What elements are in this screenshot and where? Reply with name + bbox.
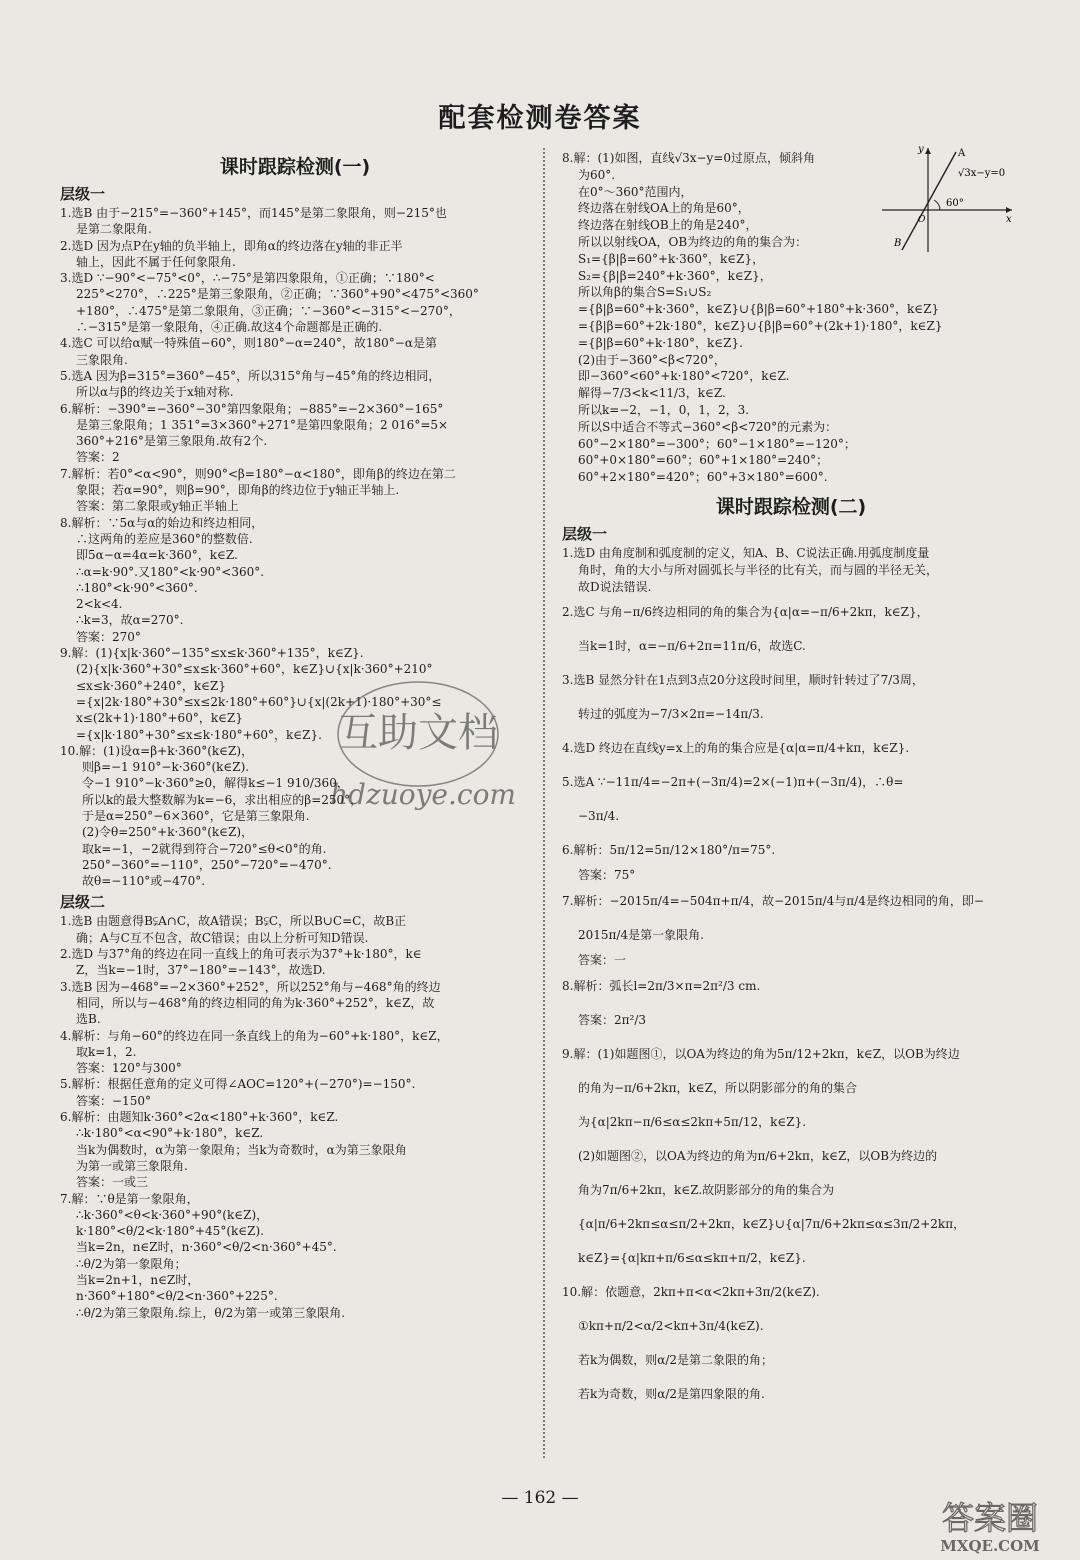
section-title-2: 课时跟踪检测(二)	[715, 495, 867, 518]
answer-line: 8.解析：弧长l=2π/3×π=2π²/3 cm.	[562, 978, 761, 993]
answer-line: 答案：一	[578, 953, 627, 968]
answer-line: Z，当k=−1时，37°−180°=−143°，故选D.	[76, 963, 326, 978]
answer-line: 所以α与β的终边关于x轴对称.	[76, 385, 234, 400]
answer-line: ={x|2k·180°+30°≤x≤2k·180°+60°}∪{x|(2k+1)·180°+30°≤	[76, 694, 442, 709]
answer-line: 当k=2n+1，n∈Z时，	[76, 1273, 200, 1287]
answer-block-level2	[60, 913, 530, 1320]
answer-line: 轴上，因此不属于任何象限角.	[76, 254, 236, 269]
watermark-logo	[910, 1495, 1070, 1555]
answer-line: S₂={β|β=240°+k·360°，k∈Z}，	[578, 268, 772, 283]
answer-line: 终边落在射线OB上的角是240°，	[578, 218, 758, 233]
answer-line: 为第一或第三象限角.	[76, 1158, 188, 1173]
answer-line: 所以S中适合不等式−360°<β<720°的元素为：	[578, 419, 838, 434]
point-b-label: B	[894, 238, 902, 249]
answer-line: 4.选C 可以给α赋一特殊值−60°，则180°−α=240°，故180°−α是第	[60, 336, 437, 351]
answer-line: ≤x≤k·360°+240°，k∈Z}	[76, 678, 226, 693]
right-column	[562, 150, 1020, 1411]
answer-line: 答案：270°	[76, 629, 141, 644]
answer-line: n·360°+180°<θ/2<n·360°+225°.	[76, 1289, 278, 1304]
answer-line: 答案：−150°	[76, 1093, 151, 1108]
answer-line: 60°+0×180°=60°；60°+1×180°=240°；	[578, 453, 829, 468]
answer-line: ={β|β=60°+2k·180°，k∈Z}∪{β|β=60°+(2k+1)·180°，k∈Z}	[578, 318, 943, 333]
answer-line: 250°−360°=−110°，250°−720°=−470°.	[82, 857, 332, 872]
answer-line: 角时，角的大小与所对圆弧长与半径的比有关，而与圆的半径无关，	[578, 562, 939, 577]
answer-line: 解得−7/3<k<11/3，k∈Z.	[578, 386, 726, 401]
answer-line: 是第三象限角；1 351°=3×360°+271°是第四象限角；2 016°=5×	[76, 417, 449, 432]
answer-line: 5.选A ∵−11π/4=−2π+(−3π/4)=2×(−1)π+(−3π/4)，∴θ=	[562, 775, 904, 790]
level-heading: 层级一	[562, 524, 608, 543]
answer-line: ∴−315°是第一象限角，④正确.故这4个命题都是正确的.	[76, 320, 383, 335]
answer-line: (2)由于−360°<β<720°，	[578, 352, 726, 367]
answer-line: 1.选B 由题意得B⫋A∩C，故A错误；B⫋C，所以B∪C=C，故B正	[60, 914, 407, 929]
answer-line: 答案：2π²/3	[578, 1012, 647, 1027]
answer-line: ={β|β=60°+k·180°，k∈Z}.	[578, 335, 743, 350]
answer-line: 故θ=−110°或−470°.	[82, 874, 206, 889]
answer-line: 转过的弧度为−7/3×2π=−14π/3.	[578, 707, 764, 722]
answer-line: 故D说法错误.	[578, 579, 652, 594]
answer-line: 是第二象限角.	[76, 222, 152, 237]
answer-line: −3π/4.	[578, 809, 620, 824]
answer-line: 7.解析：−2015π/4=−504π+π/4，故−2015π/4与π/4是终边相同的角，即−	[562, 894, 984, 909]
answer-line: 取k=1，2.	[76, 1044, 137, 1059]
answer-line: ={β|β=60°+k·360°，k∈Z}∪{β|β=60°+180°+k·360°，k∈Z}	[578, 302, 940, 317]
page-number: — 162 —	[501, 1488, 579, 1508]
angle-label: 60°	[946, 198, 964, 209]
answer-line: 终边落在射线OA上的角是60°，	[578, 201, 750, 216]
answer-line: 在0°～360°范围内，	[578, 184, 693, 199]
answer-line: 取k=−1，−2就得到符合−720°≤θ<0°的角.	[82, 841, 327, 856]
answer-line: S₁={β|β=60°+k·360°，k∈Z}，	[578, 251, 765, 266]
answer-line: k·180°<θ/2<k·180°+45°(k∈Z).	[76, 1224, 264, 1239]
answer-line: 2<k<4.	[76, 597, 123, 612]
answer-line: 4.解析：与角−60°的终边在同一条直线上的角为−60°+k·180°，k∈Z，	[60, 1028, 449, 1043]
answer-line: 令−1 910°−k·360°≥0，解得k≤−1 910/360，	[82, 776, 349, 791]
answer-line: 1.选D 由角度制和弧度制的定义，知A、B、C说法正确.用弧度制度量	[562, 545, 930, 560]
answer-line: ∴这两角的差应是360°的整数倍.	[76, 531, 253, 546]
answer-line: 当k为偶数时，α为第一象限角；当k为奇数时，α为第三象限角	[76, 1142, 407, 1157]
answer-line: 5.选A 因为β=315°=360°−45°，所以315°角与−45°角的终边相同，	[60, 368, 441, 383]
logo-text: 答案圈	[941, 1499, 1039, 1537]
answer-line: 确；A与C互不包含，故C错误；由以上分析可知D错误.	[76, 930, 369, 945]
x-label: x	[1006, 214, 1012, 225]
answer-block-level1-2	[562, 545, 1020, 1411]
answer-line: ①kπ+π/2<α/2<kπ+3π/4(k∈Z).	[578, 1318, 764, 1333]
answer-line: 2015π/4是第一象限角.	[578, 928, 704, 943]
answer-line: 即−360°<60°+k·180°<720°，k∈Z.	[578, 369, 790, 384]
answer-line: (2){x|k·360°+30°≤x≤k·360°+60°，k∈Z}∪{x|k·360°+210°	[76, 662, 433, 677]
answer-line: (2)令θ=250°+k·360°(k∈Z)，	[82, 825, 254, 840]
answer-line: 答案：一或三	[76, 1175, 149, 1190]
answer-line: 为{α|2kπ−π/6≤α≤2kπ+5π/12，k∈Z}.	[578, 1114, 807, 1129]
answer-line: 225°<270°，∴225°是第三象限角，②正确；∵360°+90°<475°<360°	[76, 287, 479, 302]
answer-line: {α|π/6+2kπ≤α≤π/2+2kπ，k∈Z}∪{α|7π/6+2kπ≤α≤3π/2+2kπ，	[578, 1216, 966, 1231]
level-heading: 层级二	[60, 893, 106, 912]
answer-line: 60°+2×180°=420°；60°+3×180°=600°.	[578, 470, 828, 485]
answer-line: 当k=1时，α=−π/6+2π=11π/6，故选C.	[578, 639, 806, 654]
angle-arc	[934, 200, 940, 210]
page-title: 配套检测卷答案	[438, 103, 642, 134]
answer-line: ∴α=k·90°.又180°<k·90°<360°.	[76, 564, 265, 579]
answer-line: 即5α−α=4α=k·360°，k∈Z.	[76, 548, 238, 563]
point-a-label: A	[958, 148, 966, 159]
answer-line: 则β=−1 910°−k·360°(k∈Z).	[82, 760, 250, 775]
answer-line: 所以k的最大整数解为k=−6，求出相应的β=250°，	[82, 792, 363, 807]
answer-line: ∴k·360°<θ<k·360°+90°(k∈Z)，	[76, 1207, 269, 1222]
answer-line: 角为7π/6+2kπ，k∈Z.故阴影部分的角的集合为	[578, 1182, 835, 1197]
x-axis-arrow	[1006, 207, 1012, 213]
answer-line: +180°，∴475°是第二象限角，③正确；∵−360°<−315°<−270°，	[76, 303, 461, 318]
answer-line: 若k为奇数，则α/2是第四象限的角.	[578, 1386, 765, 1401]
answer-line: 6.解析：由题知k·360°<2α<180°+k·360°，k∈Z.	[60, 1110, 339, 1125]
answer-line: 3.选D ∵−90°<−75°<0°，∴−75°是第四象限角，①正确；∵180°<	[60, 271, 435, 286]
answer-line: 答案：120°与300°	[76, 1061, 182, 1076]
answer-line: 于是α=250°−6×360°，它是第三象限角.	[82, 808, 310, 823]
answer-line: 8.解析：∵5α与α的始边和终边相同，	[60, 515, 264, 530]
answer-line: 所以k=−2，−1，0，1，2，3.	[578, 402, 750, 417]
answer-line: ={x|k·180°+30°≤x≤k·180°+60°，k∈Z}.	[76, 727, 322, 742]
answer-line: 9.解：(1)如题图①，以OA为终边的角为5π/12+2kπ，k∈Z，以OB为终边	[562, 1046, 960, 1061]
watermark-stamp	[288, 672, 548, 822]
y-axis-arrow	[925, 148, 931, 154]
stamp-url: hdzuoye.com	[330, 778, 516, 811]
answer-line: 2.选C 与角−π/6终边相同的角的集合为{α|α=−π/6+2kπ，k∈Z}，	[562, 605, 929, 620]
answer-line: x≤(2k+1)·180°+60°，k∈Z}	[76, 711, 243, 726]
origin-label: O	[918, 215, 926, 225]
answer-line: 10.解：(1)设α=β+k·360°(k∈Z)，	[60, 743, 254, 758]
answer-line: 所以角β的集合S=S₁∪S₂	[578, 285, 712, 300]
answer-line: 8.解：(1)如图，直线√3x−y=0过原点，倾斜角	[562, 151, 816, 165]
answer-line: 选B.	[76, 1012, 101, 1027]
answer-line: 答案：75°	[578, 868, 636, 883]
answer-line: 9.解：(1){x|k·360°−135°≤x≤k·360°+135°，k∈Z}.	[60, 646, 364, 661]
answer-line: 当k=2n，n∈Z时，n·360°<θ/2<n·360°+45°.	[76, 1240, 337, 1255]
section-title-1: 课时跟踪检测(一)	[219, 156, 371, 178]
answer-line: 2.选D 与37°角的终边在同一直线上的角可表示为37°+k·180°，k∈	[60, 947, 422, 962]
line-equation-label: √3x−y=0	[958, 168, 1006, 179]
answer-line: 3.选B 因为−468°=−2×360°+252°，所以252°角与−468°角的终边	[60, 979, 441, 994]
answer-line: 7.解：∵θ是第一象限角，	[60, 1191, 199, 1206]
answer-line: 象限；若α=90°，则β=90°，即角β的终边位于y轴正半轴上.	[76, 483, 400, 498]
answer-line: 6.解析：−390°=−360°−30°第四象限角；−885°=−2×360°−165°	[60, 401, 444, 416]
answer-line: ∴180°<k·90°<360°.	[76, 580, 198, 595]
answer-line: k∈Z}={α|kπ+π/6≤α≤kπ+π/2，k∈Z}.	[578, 1250, 806, 1265]
level-heading: 层级一	[60, 185, 106, 203]
answer-line: 的角为−π/6+2kπ，k∈Z，所以阴影部分的角的集合	[578, 1080, 857, 1095]
answer-line: 若k为偶数，则α/2是第二象限的角；	[578, 1352, 774, 1367]
answer-line: 答案：2	[76, 450, 120, 465]
y-label: y	[918, 144, 924, 155]
answer-line: 60°−2×180°=−300°；60°−1×180°=−120°；	[578, 436, 856, 451]
answer-line: 7.解析：若0°<α<90°，则90°<β=180°−α<180°，即角β的终边在第二	[60, 466, 456, 481]
answer-line: 5.解析：根据任意角的定义可得∠AOC=120°+(−270°)=−150°.	[60, 1077, 416, 1092]
answer-line: (2)如题图②，以OA为终边的角为π/6+2kπ，k∈Z，以OB为终边的	[578, 1148, 938, 1163]
answer-line: 三象限角.	[76, 352, 128, 367]
answer-line: 360°+216°是第三象限角.故有2个.	[76, 434, 268, 449]
answer-line: 2.选D 因为点P在y轴的负半轴上，即角α的终边落在y轴的非正半	[60, 238, 403, 253]
answer-line: 相同，所以与−468°角的终边相同的角为k·360°+252°，k∈Z，故	[76, 995, 435, 1010]
answer-line: 3.选B 显然分针在1点到3点20分这段时间里，顺时针转过了7/3周，	[562, 673, 924, 688]
answer-line: 答案：第二象限或y轴正半轴上	[76, 499, 239, 514]
answer-line: 为60°.	[578, 167, 616, 182]
answer-line: ∴k=3，故α=270°.	[76, 613, 184, 628]
stamp-text: 互助文档	[338, 710, 498, 756]
answer-line: 4.选D 终边在直线y=x上的角的集合应是{α|α=π/4+kπ，k∈Z}.	[562, 741, 910, 756]
angle-diagram	[878, 142, 1018, 254]
answer-line: 6.解析：5π/12=5π/12×180°/π=75°.	[562, 843, 776, 858]
answer-line: 所以以射线OA，OB为终边的角的集合为：	[578, 234, 808, 249]
answer-line: ∴k·180°<α<90°+k·180°，k∈Z.	[76, 1126, 264, 1141]
answer-line: ∴θ/2为第三象限角.综上，θ/2为第一或第三象限角.	[76, 1305, 346, 1320]
logo-url: MXQE.COM	[940, 1537, 1040, 1555]
answer-line: ∴θ/2为第一象限角；	[76, 1256, 187, 1271]
answer-line: 1.选B 由于−215°=−360°+145°，而145°是第二象限角，则−215°也	[60, 206, 447, 220]
answer-line: 10.解：依题意，2kπ+π<α<2kπ+3π/2(k∈Z).	[562, 1284, 820, 1299]
